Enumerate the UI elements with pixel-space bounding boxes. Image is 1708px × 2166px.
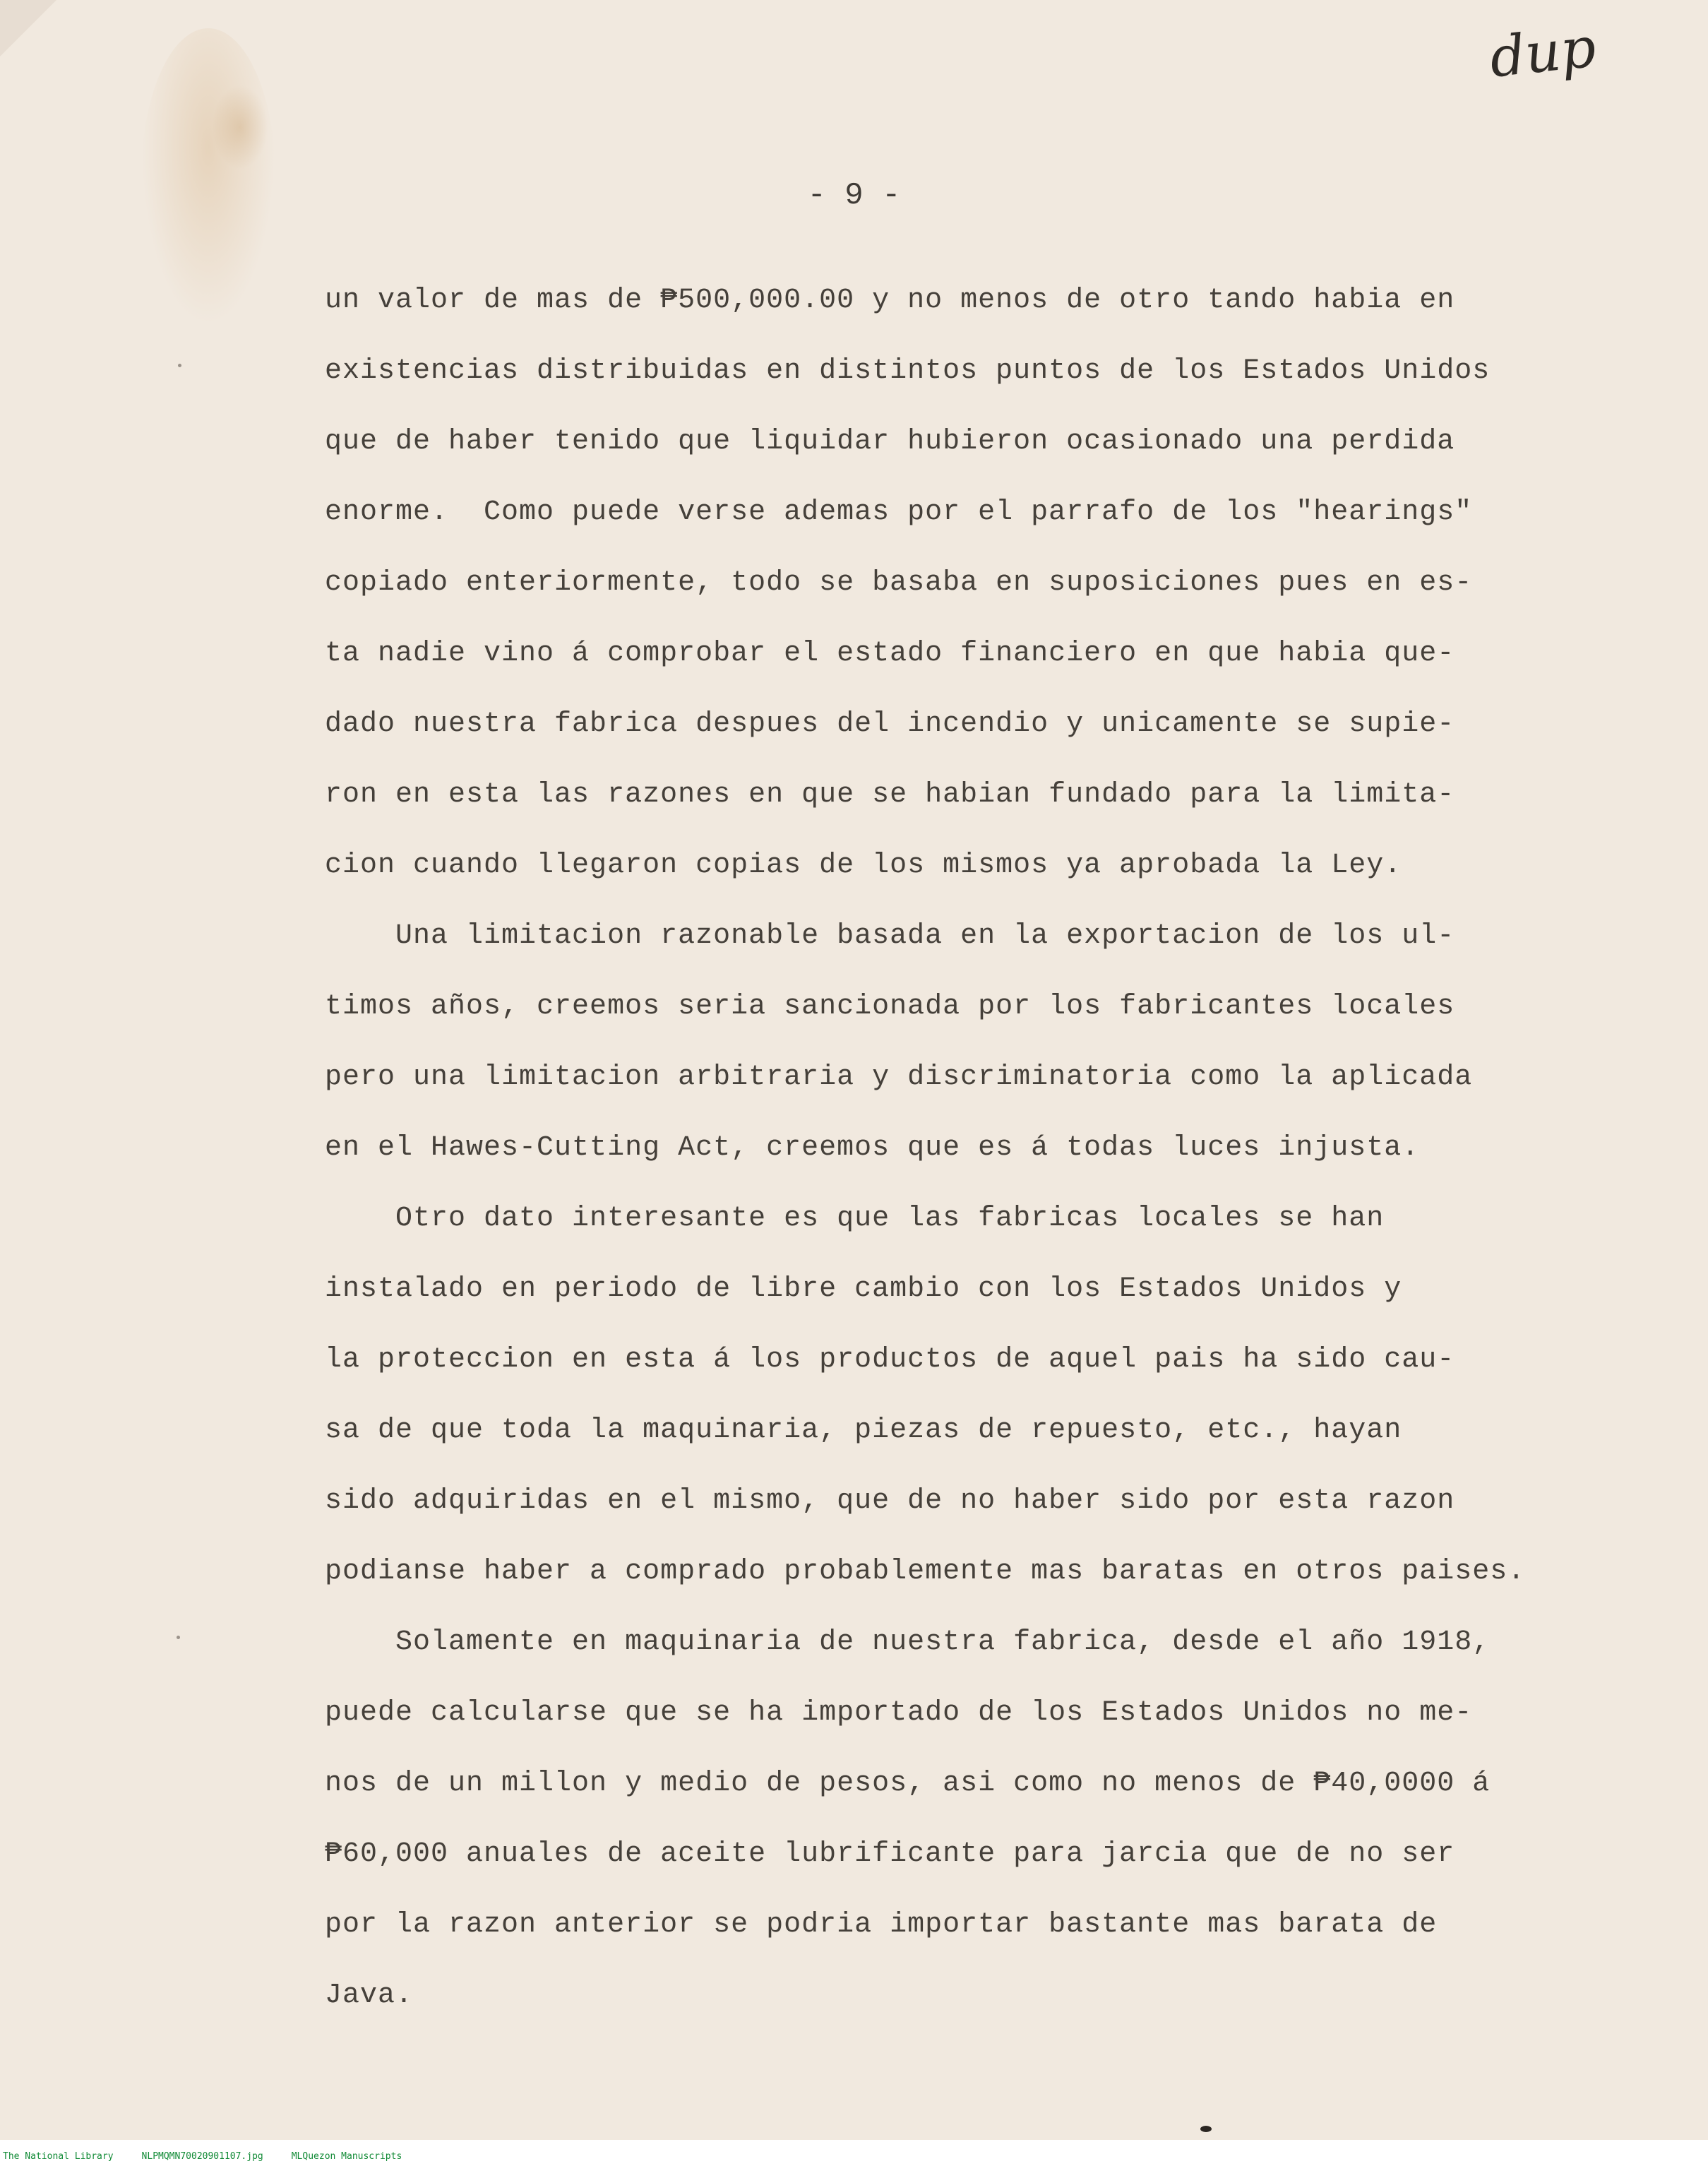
paragraph xyxy=(325,1607,1539,2031)
paper-speck xyxy=(177,1636,180,1639)
paragraph xyxy=(325,1184,1539,1607)
text-line: un valor de mas de ₱500,000.00 y no menos de otro tando habia en xyxy=(325,285,1455,316)
text-line: Otro dato interesante es que las fabricas locales se han xyxy=(325,1203,1385,1234)
text-line: enorme. Como puede verse ademas por el parrafo de los "hearings" xyxy=(325,496,1473,528)
body-text xyxy=(325,266,1539,2031)
text-line: existencias distribuidas en distintos puntos de los Estados Unidos xyxy=(325,355,1491,387)
stain-mark xyxy=(141,28,275,325)
handwritten-annotation: dup xyxy=(1486,16,1599,90)
paragraph xyxy=(325,266,1539,901)
text-line: cion cuando llegaron copias de los mismos ya aprobada la Ley. xyxy=(325,850,1402,881)
text-line: timos años, creemos seria sancionada por los fabricantes locales xyxy=(325,991,1455,1023)
footer-file-id: NLPMQMN70020901107.jpg xyxy=(141,2151,263,2162)
archive-footer xyxy=(0,2140,1708,2166)
text-line: podianse haber a comprado probablemente mas baratas en otros paises. xyxy=(325,1556,1526,1588)
paragraph xyxy=(325,901,1539,1184)
text-line: puede calcularse que se ha importado de los Estados Unidos no me- xyxy=(325,1697,1473,1729)
page-number: - 9 - xyxy=(807,178,901,213)
text-line: la proteccion en esta á los productos de aquel pais ha sido cau- xyxy=(325,1344,1455,1376)
text-line: copiado enteriormente, todo se basaba en suposiciones pues en es- xyxy=(325,567,1473,599)
text-line: pero una limitacion arbitraria y discriminatoria como la aplicada xyxy=(325,1061,1473,1093)
text-line: ta nadie vino á comprobar el estado financiero en que habia que- xyxy=(325,638,1455,670)
text-line: sido adquiridas en el mismo, que de no haber sido por esta razon xyxy=(325,1485,1455,1517)
footer-collection: MLQuezon Manuscripts xyxy=(291,2151,402,2162)
text-line: ₱60,000 anuales de aceite lubrificante para jarcia que de no ser xyxy=(325,1838,1455,1870)
text-line: por la razon anterior se podria importar bastante mas barata de xyxy=(325,1909,1438,1941)
stain-mark xyxy=(212,85,268,169)
text-line: Una limitacion razonable basada en la exportacion de los ul- xyxy=(325,920,1455,952)
text-line: Java. xyxy=(325,1980,414,2011)
text-line: sa de que toda la maquinaria, piezas de repuesto, etc., hayan xyxy=(325,1415,1402,1446)
text-line: Solamente en maquinaria de nuestra fabrica, desde el año 1918, xyxy=(325,1626,1491,1658)
text-line: dado nuestra fabrica despues del incendio y unicamente se supie- xyxy=(325,708,1455,740)
text-line: instalado en periodo de libre cambio con los Estados Unidos y xyxy=(325,1273,1402,1305)
text-line: en el Hawes-Cutting Act, creemos que es á todas luces injusta. xyxy=(325,1132,1420,1164)
text-line: nos de un millon y medio de pesos, asi como no menos de ₱40,0000 á xyxy=(325,1768,1491,1799)
paper-speck xyxy=(178,364,181,367)
text-line: que de haber tenido que liquidar hubieron ocasionado una perdida xyxy=(325,426,1455,458)
text-line: ron en esta las razones en que se habian fundado para la limita- xyxy=(325,779,1455,811)
folded-corner xyxy=(0,0,56,56)
paper-speck xyxy=(1200,2126,1212,2132)
footer-library: The National Library xyxy=(3,2151,114,2162)
